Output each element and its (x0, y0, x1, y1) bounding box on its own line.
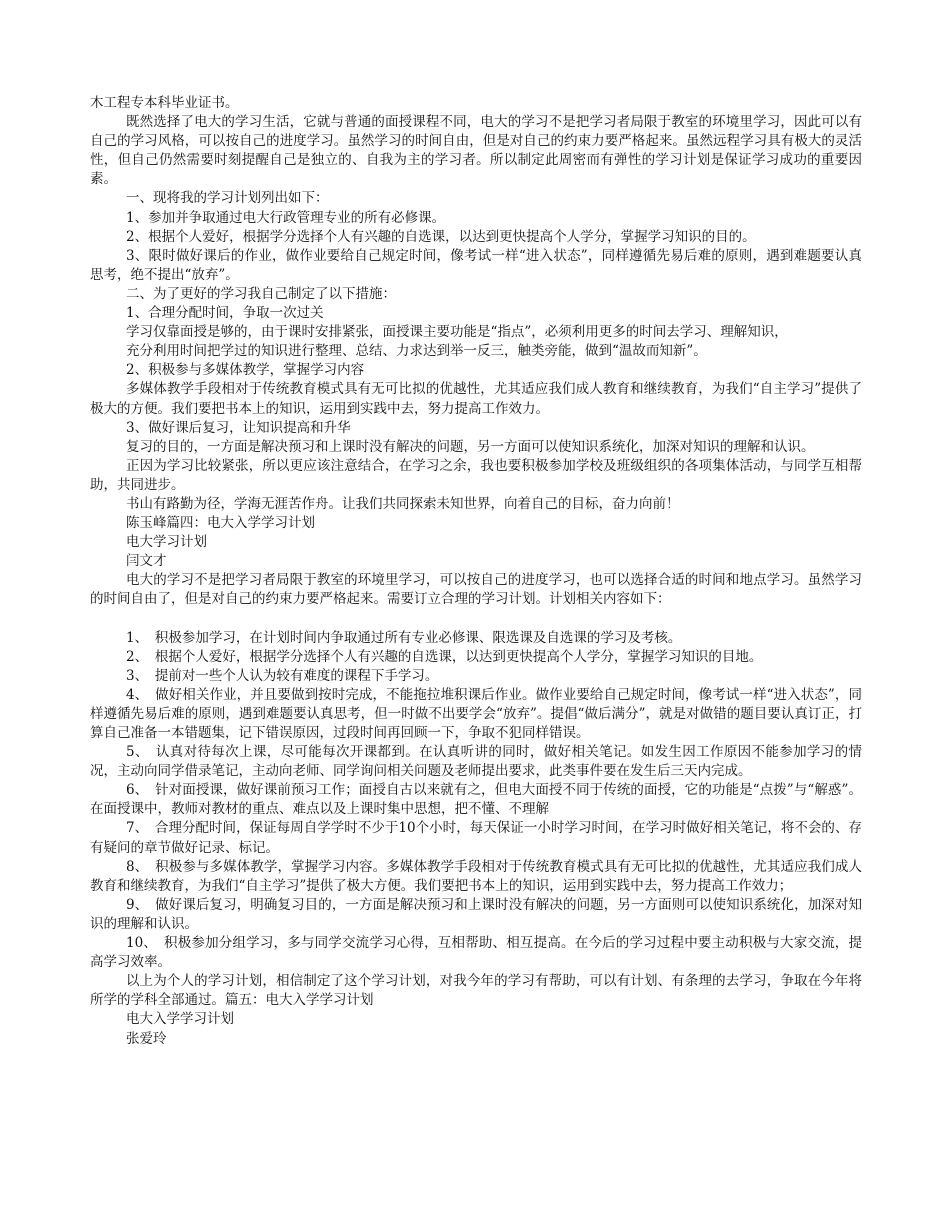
paragraph: 1、合理分配时间，争取一次过关 (126, 305, 324, 322)
paragraph: 3、做好课后复习，让知识提高和升华 (126, 419, 351, 436)
paragraph: 10、 积极参加分组学习，多与同学交流学习心得，互相帮助、相互提高。在今后的学习过程中要主动积极与大家交流，提高学习效率。 (90, 935, 862, 971)
paragraph: 充分利用时间把学过的知识进行整理、总结、力求达到举一反三，触类旁能，做到“温故而知新”。 (126, 343, 707, 360)
paragraph: 3、限时做好课后的作业，做作业要给自己规定时间，像考试一样“进入状态”，同样遵循先易后难的原则，遇到难题要认真思考，绝不提出“放弃”。 (90, 247, 862, 283)
paragraph: 电大学习计划 (126, 534, 207, 551)
paragraph: 木工程专本科毕业证书。 (90, 95, 239, 111)
paragraph: 1、 积极参加学习，在计划时间内争取通过所有专业必修课、限选课及自选课的学习及考核。 (126, 629, 682, 646)
blank-line (90, 610, 862, 629)
paragraph: 多媒体教学手段相对于传统教育模式具有无可比拟的优越性，尤其适应我们成人教育和继续教育，为我们“自主学习”提供了极大的方便。我们要把书本上的知识，运用到实践中去，努力提高工作效力。 (90, 381, 862, 417)
paragraph: 一、现将我的学习计划列出如下： (126, 190, 329, 207)
paragraph: 1、参加并争取通过电大行政管理专业的所有必修课。 (126, 209, 446, 226)
paragraph: 以上为个人的学习计划，相信制定了这个学习计划，对我今年的学习有帮助，可以有计划、有条理的去学习，争取在今年将所学的学科全部通过。篇五：电大入学学习计划 (90, 973, 862, 1009)
paragraph: 陈玉峰篇四：电大入学学习计划 (126, 515, 315, 532)
paragraph: 复习的目的，一方面是解决预习和上课时没有解决的问题，另一方面可以使知识系统化，加深对知识的理解和认识。 (126, 438, 815, 455)
paragraph: 学习仅靠面授是够的，由于课时安排紧张，面授课主要功能是“指点”，必须利用更多的时间去学习、理解知识， (126, 324, 788, 341)
paragraph: 8、 积极参与多媒体教学，掌握学习内容。多媒体教学手段相对于传统教育模式具有无可比拟的优越性，尤其适应我们成人教育和继续教育，为我们“自主学习”提供了极大方便。我们要把书本上的知识，运用到实践中去，努力提高工作效力； (90, 858, 862, 894)
paragraph: 3、 提前对一些个人认为较有难度的课程下手学习。 (126, 667, 439, 684)
paragraph: 2、 根据个人爱好，根据学分选择个人有兴趣的自选课，以达到更快提高个人学分，掌握学习知识的目地。 (126, 648, 763, 665)
paragraph: 4、 做好相关作业，并且要做到按时完成，不能拖拉堆积课后作业。做作业要给自己规定时间，像考试一样“进入状态”，同样遵循先易后难的原则，遇到难题要认真思考，但一时做不出要学会“放弃”。提倡“做后满分”，就是对做错的题目要认真订正，打算自己准备一本错题集，记下错误原因，过段时间再回顾一下，争取不犯同样错误。 (90, 686, 862, 741)
paragraph: 既然选择了电大的学习生活，它就与普通的面授课程不同，电大的学习不是把学习者局限于教室的环境里学习，因此可以有自己的学习风格，可以按自己的进度学习。虽然学习的时间自由，但是对自己的约束力要严格起来。虽然远程学习具有极大的灵活性，但自己仍然需要时刻提醒自己是独立的、自我为主的学习者。所以制定此周密而有弹性的学习计划是保证学习成功的重要因素。 (90, 114, 862, 188)
paragraph: 2、根据个人爱好，根据学分选择个人有兴趣的自选课，以达到更快提高个人学分，掌握学习知识的目的。 (126, 228, 756, 245)
paragraph: 电大入学学习计划 (126, 1011, 234, 1028)
paragraph: 闫文才 (126, 553, 167, 570)
paragraph: 张爱玲 (126, 1030, 167, 1047)
paragraph: 6、 针对面授课，做好课前预习工作；面授自古以来就有之，但电大面授不同于传统的面授，它的功能是“点拨”与“解惑”。在面授课中，教师对教材的重点、难点以及上课时集中思想，把不懂、不理解 (90, 782, 862, 818)
paragraph: 正因为学习比较紧张，所以更应该注意结合，在学习之余，我也要积极参加学校及班级组织的各项集体活动，与同学互相帮助，共同进步。 (90, 457, 862, 493)
paragraph: 9、 做好课后复习，明确复习目的，一方面是解决预习和上课时没有解决的问题，另一方面则可以使知识系统化，加深对知识的理解和认识。 (90, 896, 862, 932)
paragraph: 电大的学习不是把学习者局限于教室的环境里学习，可以按自己的进度学习，也可以选择合适的时间和地点学习。虽然学习的时间自由了，但是对自己的约束力要严格起来。需要订立合理的学习计划。计划相关内容如下： (90, 572, 862, 608)
document-body (90, 94, 862, 1049)
paragraph: 5、 认真对待每次上课，尽可能每次开课都到。在认真听讲的同时，做好相关笔记。如发生因工作原因不能参加学习的情况，主动向同学借录笔记，主动向老师、同学询问相关问题及老师提出要求，此类事件要在发生后三天内完成。 (90, 744, 862, 780)
paragraph: 书山有路勤为径，学海无涯苦作舟。让我们共同探索未知世界，向着自己的目标，奋力向前！ (126, 495, 680, 512)
paragraph: 2、积极参与多媒体教学，掌握学习内容 (126, 362, 365, 379)
paragraph: 7、 合理分配时间，保证每周自学学时不少于10个小时，每天保证一小时学习时间，在学习时做好相关笔记，将不会的、存有疑问的章节做好记录、标记。 (90, 820, 862, 856)
paragraph: 二、为了更好的学习我自己制定了以下措施： (126, 285, 396, 302)
